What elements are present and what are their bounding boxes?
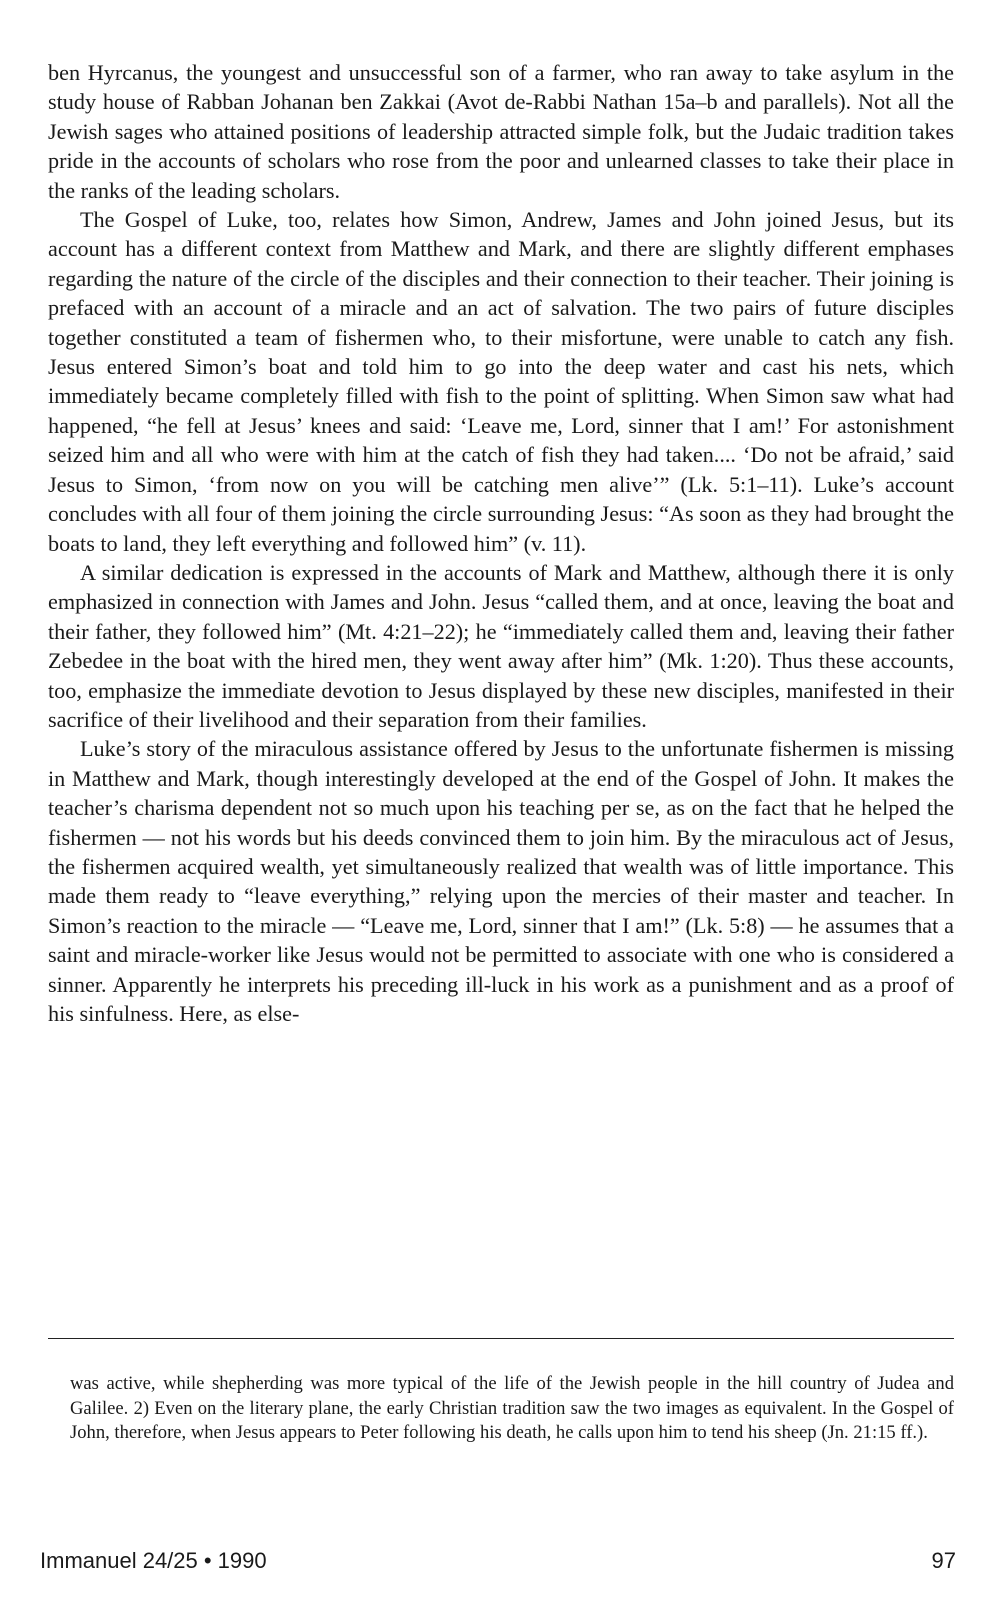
paragraph-2: The Gospel of Luke, too, relates how Simon, Andrew, James and John joined Jesus, but its account has a different context from Matthew and Mark, and there are slightly different emphases regarding the nature of the circle of the disciples and their connection to their teacher. Their joining is prefaced with an account of a miracle and an act of salvation. The two pairs of future disciples together constituted a team of fishermen who, to their misfortune, were unable to catch any fish. Jesus entered Simon’s boat and told him to go into the deep water and cast his nets, which immediately became completely filled with fish to the point of splitting. When Simon saw what had happened, “he fell at Jesus’ knees and said: ‘Leave me, Lord, sinner that I am!’ For astonishment seized him and all who were with him at the catch of fish they had taken.... ‘Do not be afraid,’ said Jesus to Simon, ‘from now on you will be catching men alive’” (Lk. 5:1–11). Luke’s account concludes with all four of them joining the circle surrounding Jesus: “As soon as they had brought the boats to land, they left everything and followed him” (v. 11). bbox=[48, 207, 954, 556]
footnote-text: was active, while shepherding was more typical of the life of the Jewish people in the hill country of Judea and Galilee. 2) Even on the literary plane, the early Christian tradition saw the two images as equivalent. In the Gospel of John, therefore, when Jesus appears to Peter following his death, he calls upon him to tend his sheep (Jn. 21:15 ff.). bbox=[70, 1373, 954, 1444]
paragraph-4: Luke’s story of the miraculous assistance offered by Jesus to the unfortunate fishermen is missing in Matthew and Mark, though interestingly developed at the end of the Gospel of John. It makes the teacher’s charisma dependent not so much upon his teaching per se, as on the fact that he helped the fishermen — not his words but his deeds convinced them to join him. By the miraculous act of Jesus, the fishermen acquired wealth, yet simultaneously realized that wealth was of little importance. This made them ready to “leave everything,” relying upon the mercies of their master and teacher. In Simon’s reaction to the miracle — “Leave me, Lord, sinner that I am!” (Lk. 5:8) — he assumes that a saint and miracle-worker like Jesus would not be permitted to associate with one who is considered a sinner. Apparently he interprets his preceding ill-luck in his work as a punishment and as a proof of his sinfulness. Here, as else- bbox=[48, 736, 954, 1026]
journal-citation: Immanuel 24/25 • 1990 bbox=[40, 1548, 267, 1573]
paragraph-3: A similar dedication is expressed in the accounts of Mark and Matthew, although there it is only emphasized in connection with James and John. Jesus “called them, and at once, leaving the boat and their father, they followed him” (Mt. 4:21–22); he “immediately called them and, leaving their father Zebedee in the boat with the hired men, they went away after him” (Mk. 1:20). Thus these accounts, too, emphasize the immediate devotion to Jesus displayed by these new disciples, manifested in their sacrifice of their livelihood and their separation from their families. bbox=[48, 559, 954, 732]
main-text bbox=[48, 58, 954, 1028]
paragraph-1: ben Hyrcanus, the youngest and unsuccessful son of a farmer, who ran away to take asylum in the study house of Rabban Johanan ben Zakkai (Avot de-Rabbi Nathan 15a–b and parallels). Not all the Jewish sages who attained positions of leadership attracted simple folk, but the Judaic tradition takes pride in the accounts of scholars who rose from the poor and unlearned classes to take their place in the ranks of the leading scholars. bbox=[48, 60, 954, 203]
footnote-divider bbox=[48, 1338, 954, 1339]
page-number: 97 bbox=[931, 1548, 956, 1573]
